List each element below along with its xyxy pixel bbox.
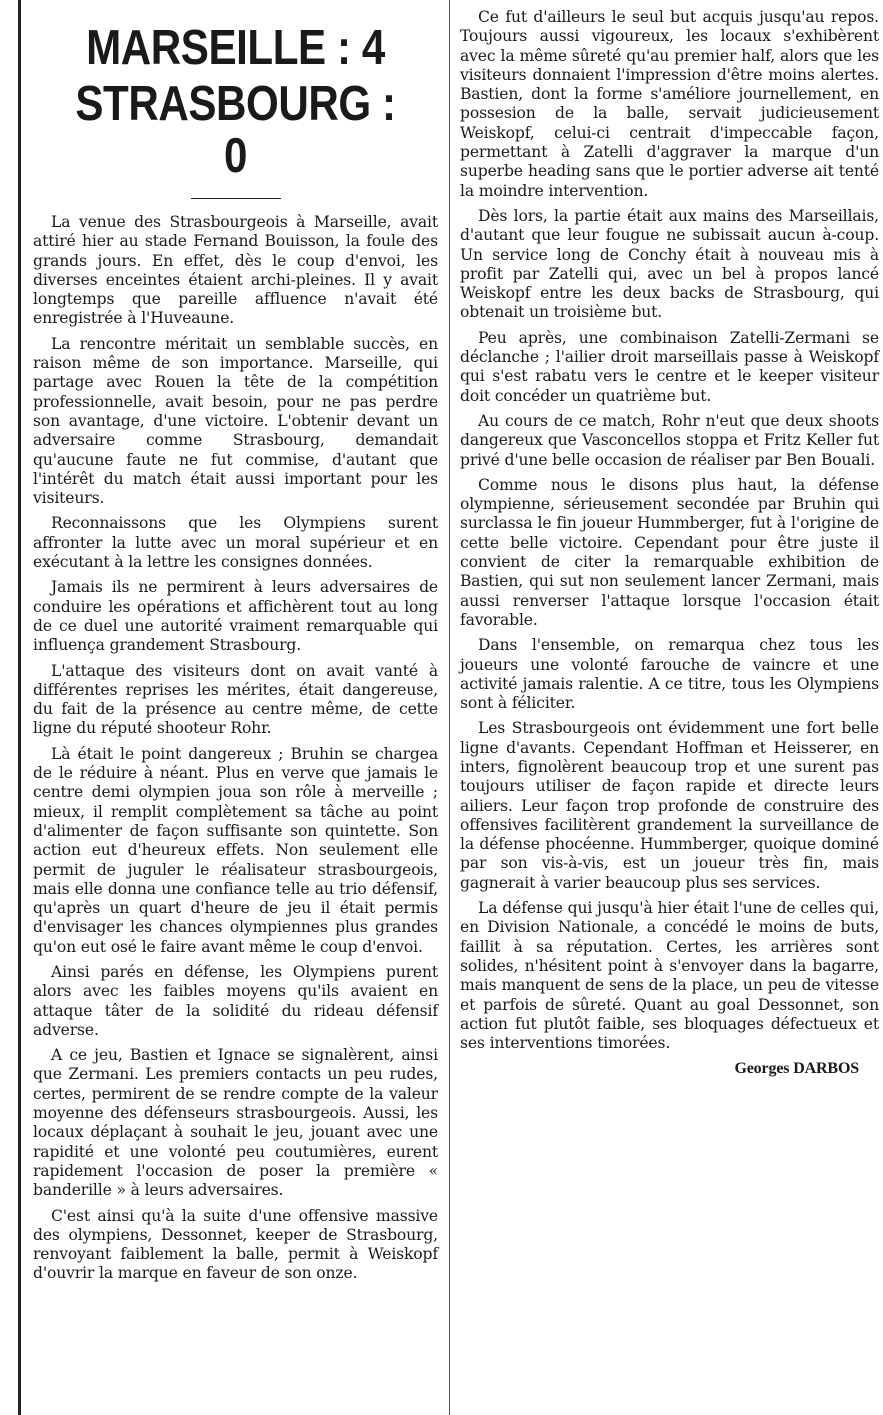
article-paragraph: Ce fut d'ailleurs le seul but acquis jusqu'au repos. Toujours aussi vigoureux, les locaux s'exhibèrent avec la même sûreté qu'au premier half, alors que les visiteurs donnaient l'impression d'être moins alertes. Bastien, dont la forme s'améliore journellement, en possesion de la balle, servait judicieusement Weiskopf, celui-ci centrait d'impeccable façon, permettant à Zatelli d'aggraver la marque d'un superbe heading sans que le portier adverse ait tenté la moindre intervention. bbox=[460, 8, 879, 200]
article-paragraph: A ce jeu, Bastien et Ignace se signalèrent, ainsi que Zermani. Les premiers contacts un peu rudes, certes, permirent de se rendre compte de la valeur moyenne des défenseurs strasbourgeois. Aussi, les locaux déplaçant à souhait le jeu, jouant avec une rapidité et une volonté peu coutumières, eurent rapidement l'occasion de poser la première « banderille » à leurs adversaires. bbox=[33, 1046, 438, 1200]
article-paragraph: L'attaque des visiteurs dont on avait vanté à différentes reprises les mérites, était dangereuse, du fait de la présence au centre même, de cette ligne du réputé shooteur Rohr. bbox=[33, 661, 438, 738]
author-byline: Georges DARBOS bbox=[734, 1060, 859, 1078]
article-paragraph: C'est ainsi qu'à la suite d'une offensive massive des olympiens, Dessonnet, keeper de Strasbourg, renvoyant faiblement la balle, permit à Weiskopf d'ouvrir la marque en faveur de son onze. bbox=[33, 1206, 438, 1283]
article-paragraph: Au cours de ce match, Rohr n'eut que deux shoots dangereux que Vasconcellos stoppa et Fritz Keller fut privé d'une belle occasion de réaliser par Ben Bouali. bbox=[460, 411, 879, 469]
right-column bbox=[449, 0, 879, 1415]
article-paragraph: La rencontre méritait un semblable succès, en raison même de son importance. Marseille, qui partage avec Rouen la tête de la compétition professionnelle, avait besoin, pour ne pas perdre son avantage, d'une victoire. L'obtenir devant un adversaire comme Strasbourg, demandait qu'aucune faute ne fut commise, d'autant que l'intérêt du match était aussi important pour les visiteurs. bbox=[33, 334, 438, 508]
article-paragraph: Reconnaissons que les Olympiens surent affronter la lutte avec un moral supérieur et en exécutant à la lettre les consignes données. bbox=[33, 514, 438, 572]
headline-divider bbox=[191, 198, 281, 199]
article-paragraph: La venue des Strasbourgeois à Marseille, avait attiré hier au stade Fernand Bouisson, la foule des grands jours. En effet, dès le coup d'envoi, les diverses enceintes étaient archi-pleines. Il y avait longtemps que pareille affluence n'avait été enregistrée à l'Huveaune. bbox=[33, 213, 438, 328]
headline-line-2: STRASBOURG : 0 bbox=[75, 77, 396, 183]
article-paragraph: Peu après, une combinaison Zatelli-Zermani se déclanche ; l'ailier droit marseillais passe à Weiskopf qui s'est rabatu vers le centre et le keeper visiteur doit concéder un quatrième but. bbox=[460, 328, 879, 405]
left-column bbox=[18, 0, 438, 1415]
article-paragraph: La défense qui jusqu'à hier était l'une de celles qui, en Division Nationale, a concédé le moins de buts, faillit à sa réputation. Certes, les arrières sont solides, n'hésitent point à s'envoyer dans la bagarre, mais manquent de sens de la place, un peu de vitesse et parfois de sûreté. Quant au goal Dessonnet, son action fut plutôt faible, ses bloquages défectueux et ses interventions timorées. bbox=[460, 899, 879, 1053]
article-paragraph: Dans l'ensemble, on remarqua chez tous les joueurs une volonté farouche de vaincre et une activité jamais ralentie. A ce titre, tous les Olympiens sont à féliciter. bbox=[460, 636, 879, 713]
article-paragraph: Là était le point dangereux ; Bruhin se chargea de le réduire à néant. Plus en verve que jamais le centre demi olympien joua son rôle à merveille ; mieux, il remplit complètement sa tâche au point d'alimenter de façon suffisante son quintette. Son action eut d'heureux effets. Non seulement elle permit de juguler le réalisateur strasbourgeois, mais elle donna une confiance telle au trio défensif, qu'après un quart d'heure de jeu il était permis d'envisager les chances olympiennes plus grandes qu'on eut osé le faire avant même le coup d'envoi. bbox=[33, 744, 438, 956]
article-paragraph: Jamais ils ne permirent à leurs adversaires de conduire les opérations et affichèrent tout au long de ce duel une autorité vraiment remarquable qui influença grandement Strasbourg. bbox=[33, 578, 438, 655]
article-paragraph: Comme nous le disons plus haut, la défense olympienne, sérieusement secondée par Bruhin qui surclassa le fin joueur Hummberger, fut à l'origine de cette belle victoire. Cependant pour être juste il convient de citer la remarquable exhibition de Bastien, qui sut non seulement lancer Zermani, mais aussi renverser l'attaque lorsque l'occasion était favorable. bbox=[460, 475, 879, 629]
article-paragraph: Les Strasbourgeois ont évidemment une fort belle ligne d'avants. Cependant Hoffman et Heisserer, en inters, fignolèrent beaucoup trop et une surent pas toujours utiliser de façon rapide et directe leurs ailiers. Leur façon trop profonde de construire des offensives facilitèrent grandement la surveillance de la défense phocéenne. Hummberger, quoique dominé par son vis-à-vis, est un joueur très fin, mais gagnerait à varier beaucoup plus ses services. bbox=[460, 719, 879, 892]
headline-line-1: MARSEILLE : 4 bbox=[86, 21, 385, 75]
article-paragraph: Dès lors, la partie était aux mains des Marseillais, d'autant que leur fougue ne subissait aucun à-coup. Un service long de Conchy était à nouveau mis à profit par Zatelli qui, avec un bel à propos lancé Weiskopf entre les deux backs de Strasbourg, qui obtenait un troisième but. bbox=[460, 206, 879, 322]
article-paragraph: Ainsi parés en défense, les Olympiens purent alors avec les faibles moyens qu'ils avaient en attaque tâter de la solidité du rideau défensif adverse. bbox=[33, 962, 438, 1039]
